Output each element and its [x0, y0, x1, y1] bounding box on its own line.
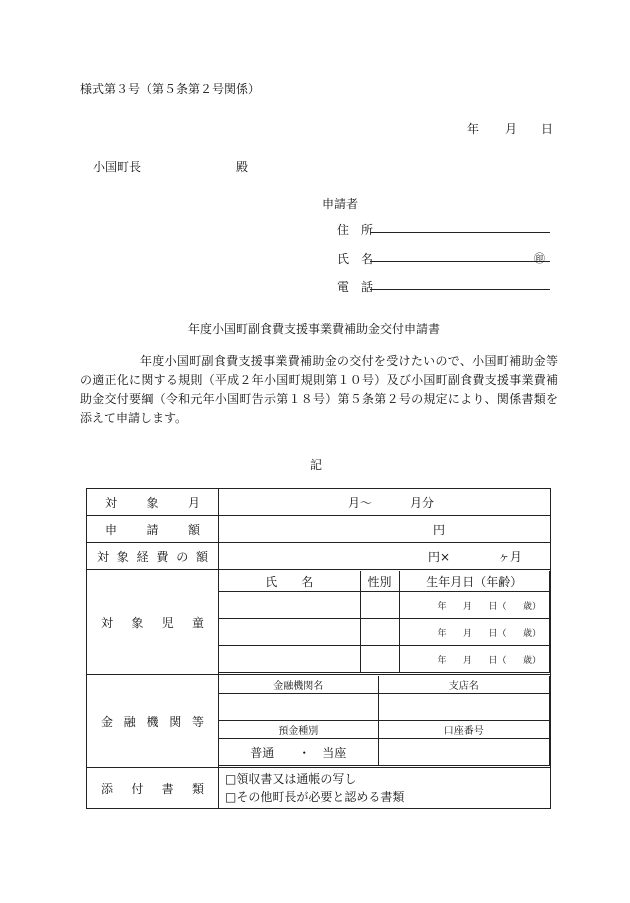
- col-account-header: 口座番号: [378, 721, 550, 739]
- document-title: 年度小国町副食費支援事業費補助金交付申請書: [188, 322, 441, 336]
- row-target-month: [87, 489, 551, 516]
- month-to: 月分: [410, 495, 435, 510]
- phone-field[interactable]: [370, 289, 550, 290]
- child-name-cell[interactable]: [219, 619, 360, 646]
- address-field[interactable]: [370, 232, 550, 233]
- target-month-value[interactable]: [219, 489, 551, 516]
- col-type-header: 預金種別: [219, 721, 378, 739]
- bank-name-cell[interactable]: [219, 694, 378, 721]
- application-table: [86, 488, 551, 809]
- name-field[interactable]: [370, 261, 550, 262]
- child-name-cell[interactable]: [219, 592, 360, 619]
- col-sex-header: 性別: [360, 571, 399, 592]
- applicant-label: 申請者: [322, 197, 359, 211]
- cost-months: ヶ月: [497, 549, 522, 564]
- child-birth-cell[interactable]: 年 月 日（ 歳）: [399, 646, 550, 673]
- child-name-cell[interactable]: [219, 646, 360, 673]
- row-children: [87, 570, 551, 675]
- bank-label: 金 融 機 関 等: [87, 675, 219, 768]
- address-label: 住 所: [337, 223, 374, 237]
- attachments-list: [219, 768, 551, 809]
- deposit-type-cell[interactable]: 普通 ・ 当座: [219, 739, 378, 766]
- row-bank: [87, 675, 551, 768]
- child-birth-cell[interactable]: 年 月 日（ 歳）: [399, 592, 550, 619]
- cost-label: 対 象 経 費 の 額: [87, 543, 219, 570]
- addressee: 小国町長: [93, 160, 142, 174]
- form-number: 様式第３号（第５条第２号関係）: [80, 82, 261, 96]
- application-body-text: 年度小国町副食費支援事業費補助金の交付を受けたいので、小国町補助金等の適正化に関する規則（平成２年小国町規則第１０号）及び小国町副食費支援事業費補助金交付要綱（令和元年小国町告示第１８号）第５条第２号の規定により、関係書類を添えて申請します。: [80, 354, 558, 425]
- col-name-header: 氏 名: [219, 571, 360, 592]
- row-attachments: [87, 768, 551, 809]
- attachment-other-checkbox[interactable]: □その他町長が必要と認める書類: [225, 790, 405, 804]
- child-birth-cell[interactable]: 年 月 日（ 歳）: [399, 619, 550, 646]
- amount-label: 申 請 額: [87, 516, 219, 543]
- child-sex-cell[interactable]: [360, 646, 399, 673]
- col-birth-header: 生年月日（年齢）: [399, 571, 550, 592]
- cost-yen: 円×: [428, 549, 451, 564]
- date-day-label: 日: [541, 122, 554, 136]
- row-cost: [87, 543, 551, 570]
- attachments-label: 添 付 書 類: [87, 768, 219, 809]
- row-amount: [87, 516, 551, 543]
- month-from: 月～: [348, 495, 373, 510]
- ki-heading: 記: [310, 458, 323, 472]
- honorific: 殿: [236, 160, 249, 174]
- target-month-label: 対 象 月: [87, 489, 219, 516]
- bank-grid: [219, 675, 551, 768]
- children-label: 対 象 児 童: [87, 570, 219, 675]
- child-sex-cell[interactable]: [360, 619, 399, 646]
- amount-value[interactable]: [219, 516, 551, 543]
- cost-value[interactable]: [219, 543, 551, 570]
- col-branch-header: 支店名: [378, 676, 550, 694]
- child-sex-cell[interactable]: [360, 592, 399, 619]
- phone-label: 電 話: [337, 280, 374, 294]
- account-number-cell[interactable]: [378, 739, 550, 766]
- branch-name-cell[interactable]: [378, 694, 550, 721]
- attachment-receipt-checkbox[interactable]: □領収書又は通帳の写し: [225, 772, 357, 786]
- children-grid: [219, 570, 551, 675]
- date-year-label: 年: [467, 122, 480, 136]
- yen-unit: 円: [433, 522, 446, 537]
- col-bank-header: 金融機関名: [219, 676, 378, 694]
- date-month-label: 月: [505, 122, 518, 136]
- name-label: 氏 名: [337, 252, 374, 266]
- seal-mark: ㊞: [534, 252, 545, 265]
